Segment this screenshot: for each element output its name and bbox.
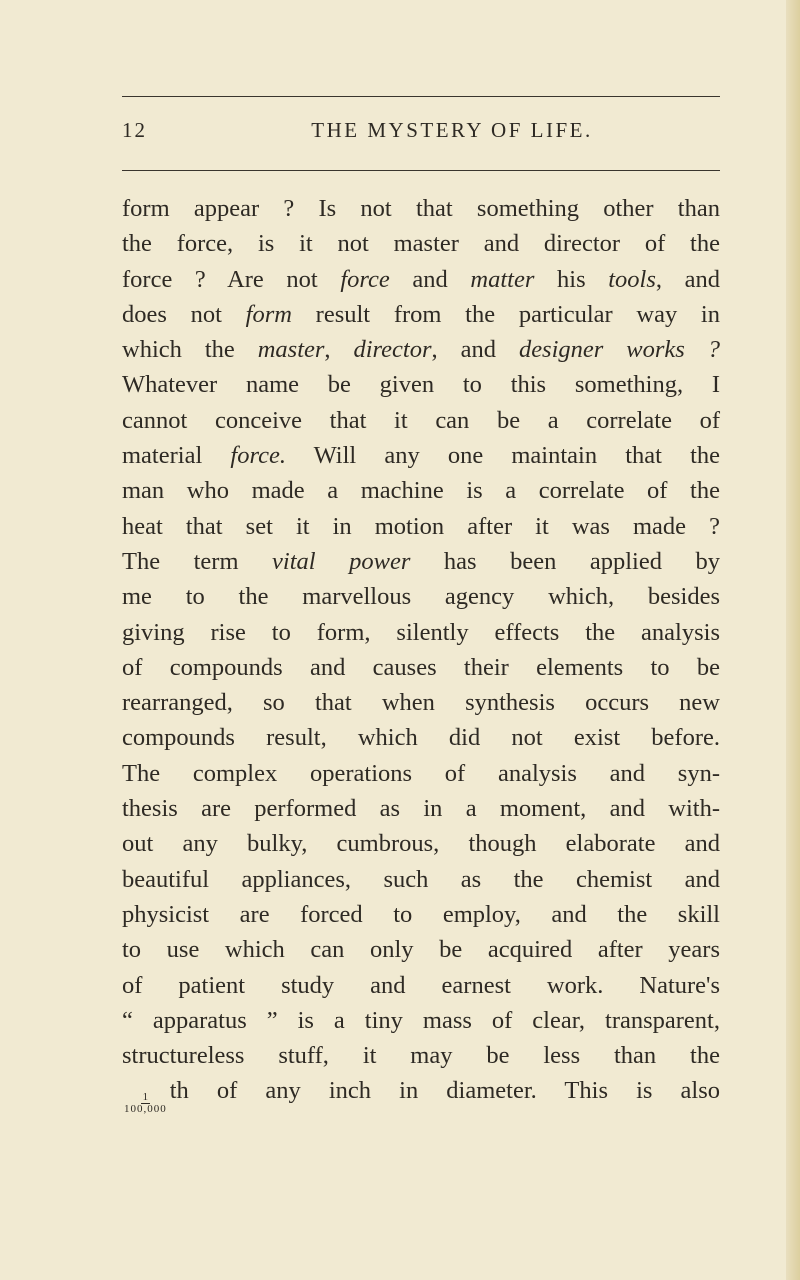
text-line: [122, 791, 720, 826]
text-line: [122, 826, 720, 861]
text-segment: me to the marvellous agency which, besides: [122, 583, 720, 611]
text-segment: of compounds and causes their elements to be: [122, 653, 720, 681]
page-number: 12: [122, 118, 147, 142]
text-segment: Whatever name be given to this something, I: [122, 371, 720, 399]
text-line: [122, 579, 720, 614]
text-line: [122, 720, 720, 755]
text-line: [122, 650, 720, 685]
text-line: [122, 262, 720, 297]
text-segment: material: [122, 442, 231, 470]
text-segment: compounds result, which did not exist before.: [122, 724, 720, 752]
text-line: [122, 544, 720, 579]
italic-text: force: [340, 265, 390, 293]
fraction-denominator: 100,000: [124, 1103, 167, 1116]
text-segment: thesis are performed as in a moment, and with-: [122, 795, 720, 823]
text-segment: man who made a machine is a correlate of the: [122, 477, 720, 505]
text-segment: giving rise to form, silently effects the analysis: [122, 618, 720, 646]
italic-text: force.: [230, 442, 286, 470]
text-line: [122, 1073, 720, 1115]
text-segment: the force, is it not master and director of the: [122, 230, 720, 258]
text-segment: The complex operations of analysis and syn-: [122, 759, 720, 787]
text-segment: result from the particular way in: [291, 300, 720, 328]
text-line: [122, 332, 720, 367]
italic-text: designer works ?: [518, 336, 720, 364]
text-segment: form appear ? Is not that something other than: [122, 195, 720, 222]
text-segment: Will any one maintain that the: [285, 442, 720, 470]
text-line: [122, 438, 720, 473]
text-line: [122, 932, 720, 967]
italic-text: director: [353, 336, 432, 364]
header-rule-top: [122, 96, 720, 97]
text-segment: has been applied by: [410, 547, 720, 575]
page-edge: [786, 0, 800, 1280]
text-segment: structureless stuff, it may be less than the: [122, 1042, 720, 1070]
text-segment: rearranged, so that when synthesis occurs new: [122, 689, 720, 717]
text-line: [122, 968, 720, 1003]
text-line: [122, 403, 720, 438]
text-line: [122, 191, 720, 226]
header-rule-bottom: [122, 170, 720, 171]
text-segment: force ? Are not: [122, 265, 341, 293]
italic-text: master: [257, 336, 325, 364]
text-segment: and: [389, 265, 471, 293]
text-line: [122, 226, 720, 261]
text-line: [122, 862, 720, 897]
text-line: [122, 1038, 720, 1073]
text-segment: beautiful appliances, such as the chemist and: [122, 865, 720, 893]
text-segment: his: [534, 265, 609, 293]
text-line: [122, 1003, 720, 1038]
text-line: [122, 756, 720, 791]
text-line: [122, 297, 720, 332]
text-segment: th of any inch in diameter. This is also: [169, 1077, 720, 1105]
text-line: [122, 897, 720, 932]
text-line: [122, 367, 720, 402]
body-text: [122, 191, 720, 1115]
running-title: THE MYSTERY OF LIFE.: [311, 118, 593, 142]
text-segment: heat that set it in motion after it was made ?: [122, 512, 720, 540]
italic-text: matter: [470, 265, 535, 293]
text-line: [122, 473, 720, 508]
text-segment: of patient study and earnest work. Nature's: [122, 971, 720, 999]
text-line: [122, 509, 720, 544]
text-segment: to use which can only be acquired after years: [122, 936, 720, 964]
text-segment: The term: [122, 547, 273, 575]
text-segment: , and: [431, 336, 519, 364]
text-segment: cannot conceive that it can be a correlate of: [122, 406, 720, 434]
text-segment: ,: [324, 336, 354, 364]
italic-text: form: [245, 300, 292, 328]
text-line: [122, 615, 720, 650]
text-segment: physicist are forced to employ, and the skill: [122, 900, 720, 928]
text-segment: out any bulky, cumbrous, though elaborate and: [122, 830, 720, 858]
text-segment: does not: [122, 300, 246, 328]
text-segment: “ apparatus ” is a tiny mass of clear, transparent,: [122, 1006, 720, 1034]
italic-text: vital power: [272, 547, 411, 575]
text-line: [122, 685, 720, 720]
text-segment: which the: [122, 336, 258, 364]
text-segment: , and: [655, 265, 721, 293]
italic-text: tools: [608, 265, 656, 293]
fraction: [122, 1092, 169, 1115]
fraction-numerator: 1: [142, 1091, 149, 1104]
